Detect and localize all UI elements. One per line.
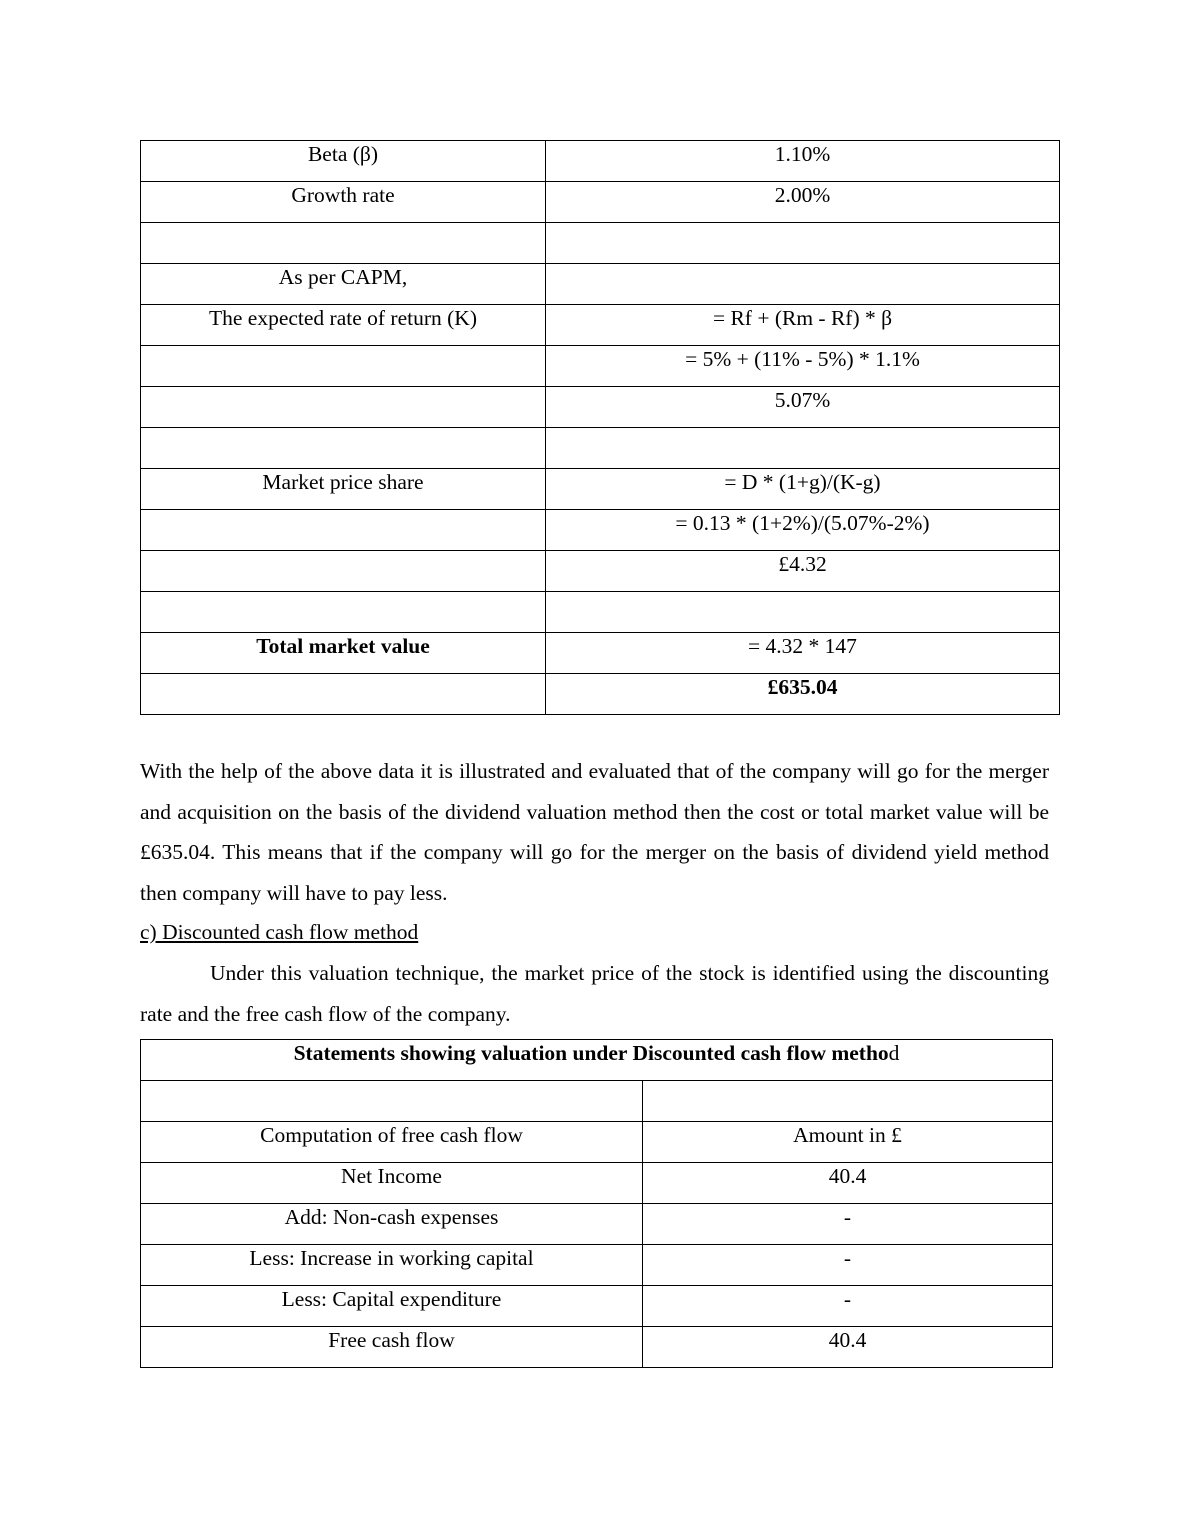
row-label: Net Income: [141, 1163, 643, 1204]
row-label: The expected rate of return (K): [141, 305, 546, 346]
table-title: [141, 1040, 1053, 1081]
row-value: 40.4: [643, 1163, 1053, 1204]
table-title-row: [141, 1040, 1053, 1081]
row-value: -: [643, 1204, 1053, 1245]
body-paragraph: With the help of the above data it is illustrated and evaluated that of the company will go for the merger and acquisition on the basis of the dividend valuation method then the cost or total market value will be £635.04. This means that if the company will go for the merger on the basis of dividend yield method then company will have to pay less.: [140, 759, 1049, 905]
table-row: [141, 387, 1060, 428]
row-value: 2.00%: [546, 182, 1060, 223]
row-value: 40.4: [643, 1327, 1053, 1368]
row-value: 5.07%: [546, 387, 1060, 428]
table-row: [141, 182, 1060, 223]
row-label: Growth rate: [141, 182, 546, 223]
table-row: [141, 264, 1060, 305]
dividend-valuation-table: [140, 140, 1060, 715]
table-row: [141, 346, 1060, 387]
row-label: [141, 346, 546, 387]
empty-cell: [643, 1081, 1053, 1122]
row-label: [141, 223, 546, 264]
row-label: Beta (β): [141, 141, 546, 182]
table-row: [141, 428, 1060, 469]
table-row: [141, 1327, 1053, 1368]
body-paragraph: Under this valuation technique, the market price of the stock is identified using the discounting rate and the free cash flow of the company.: [140, 961, 1049, 1026]
row-label: Add: Non-cash expenses: [141, 1204, 643, 1245]
row-label: [141, 592, 546, 633]
total-market-value-label: Total market value: [141, 633, 546, 674]
row-value: = 5% + (11% - 5%) * 1.1%: [546, 346, 1060, 387]
row-label: [141, 551, 546, 592]
table-row: [141, 1081, 1053, 1122]
row-value: = Rf + (Rm - Rf) * β: [546, 305, 1060, 346]
table-title-bold: Statements showing valuation under Discounted cash flow metho: [293, 1041, 889, 1065]
row-label: [141, 674, 546, 715]
row-value: 1.10%: [546, 141, 1060, 182]
row-value: [546, 223, 1060, 264]
table-row: [141, 1163, 1053, 1204]
row-value: = 4.32 * 147: [546, 633, 1060, 674]
row-value: [546, 264, 1060, 305]
table-row: [141, 592, 1060, 633]
table-row: [141, 510, 1060, 551]
row-label: Free cash flow: [141, 1327, 643, 1368]
row-value: £4.32: [546, 551, 1060, 592]
table-row: [141, 223, 1060, 264]
row-label: As per CAPM,: [141, 264, 546, 305]
row-label: Less: Capital expenditure: [141, 1286, 643, 1327]
row-label: [141, 428, 546, 469]
row-label: [141, 510, 546, 551]
section-heading: c) Discounted cash flow method: [140, 920, 419, 944]
row-value: = D * (1+g)/(K-g): [546, 469, 1060, 510]
row-label: [141, 387, 546, 428]
row-value: -: [643, 1286, 1053, 1327]
row-value: [546, 428, 1060, 469]
table-row: [141, 1204, 1053, 1245]
table-header-row: [141, 1122, 1053, 1163]
table-row: [141, 633, 1060, 674]
dcf-valuation-table: [140, 1039, 1053, 1368]
table-row: [141, 305, 1060, 346]
table-row: [141, 1286, 1053, 1327]
row-label: Less: Increase in working capital: [141, 1245, 643, 1286]
table-row: [141, 551, 1060, 592]
table-row: [141, 141, 1060, 182]
row-label: Market price share: [141, 469, 546, 510]
row-value: = 0.13 * (1+2%)/(5.07%-2%): [546, 510, 1060, 551]
table-row: [141, 674, 1060, 715]
row-value: [546, 592, 1060, 633]
empty-cell: [141, 1081, 643, 1122]
header-value: Amount in £: [643, 1122, 1053, 1163]
total-market-value: £635.04: [546, 674, 1060, 715]
table-row: [141, 1245, 1053, 1286]
row-value: -: [643, 1245, 1053, 1286]
table-row: [141, 469, 1060, 510]
header-label: Computation of free cash flow: [141, 1122, 643, 1163]
table-title-tail: d: [888, 1041, 900, 1065]
